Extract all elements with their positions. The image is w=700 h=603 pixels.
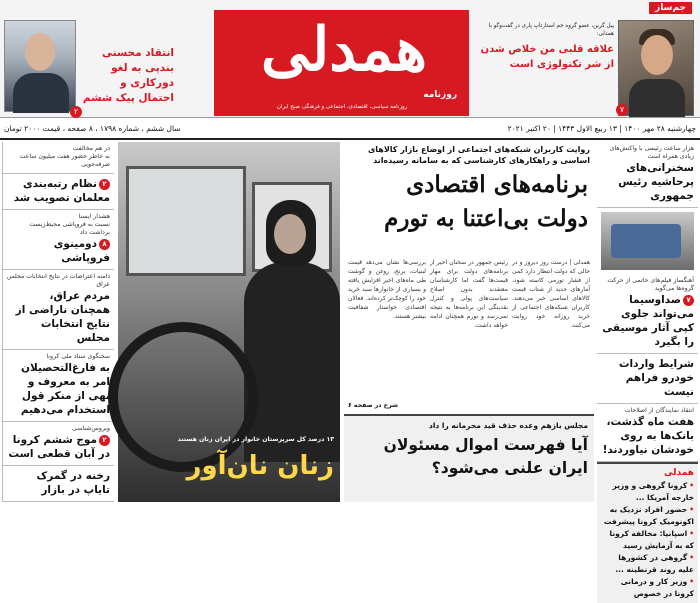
logo-text: همدلی: [260, 15, 428, 85]
news-headline: شرایط واردات خودرو فراهم نیست: [618, 358, 694, 398]
body-column: بررسی‌ها نشان می‌دهد قیمت لبنیات، برنج، روغن و گوشت طی ماه‌های اخیر افزایش یافته و بسیاری از خانوارها سبد خرید خود را کوچک‌تر کرده‌اند. فعالان اقتصادی خواستار شفافیت بیشتر هستند.: [348, 259, 426, 320]
photo-headline: زنان نان‌آور: [186, 451, 334, 481]
news-item[interactable]: [597, 142, 698, 208]
brief-item[interactable]: •وزیر کار و درمانی کرونا در خصوص: [620, 577, 694, 598]
news-kicker: هزار ساعت رئیسی با واکنش‌های زیادی همراه است: [609, 145, 694, 160]
page-number-badge: ۷: [616, 104, 628, 116]
news-item[interactable]: [597, 404, 698, 462]
news-headline: هفت ماه گذشت، بانک‌ها به روی خودشان نیاوردند!: [602, 416, 694, 456]
right-promo-kicker: پیل گرین، عضو گروه جم استارتاپ پاری در گفت‌وگو با همدلی:: [488, 23, 614, 37]
news-headline: موج ششم کرونا در آبان قطعی است: [8, 434, 110, 460]
secondary-kicker: مجلس بازهم وعده حذف قید محرمانه را داد: [428, 421, 588, 430]
news-headline: سخنرانی‌های پرحاشیه رئیس جمهوری: [618, 162, 694, 202]
issue-info: سال ششم ، شماره ۱۷۹۸ ، ۸ صفحه ، قیمت ۲۰۰۰ تومان: [4, 124, 181, 133]
page-number-badge: ۲: [99, 179, 110, 190]
right-news-column: [597, 142, 698, 598]
news-headline: نظام رتبه‌بندی معلمان تصویب شد: [13, 178, 110, 204]
news-kicker: دامنه اعتراضات در نتایج انتخابات مجلس عراق: [7, 273, 110, 288]
news-kicker: در هم مخالفت: [72, 145, 110, 152]
news-headline: مردم عراق، همچنان ناراضی از نتایج انتخابات مجلس: [15, 290, 110, 344]
left-news-column: [2, 142, 114, 502]
left-promo-photo: [4, 20, 76, 112]
secondary-story[interactable]: [344, 414, 594, 502]
main-body: [344, 254, 594, 414]
left-promo-headline: انتقاد محسنی بندپی به لغو دورکاری و احتمال پیک ششم: [82, 47, 174, 104]
page-number-badge: ۸: [99, 239, 110, 250]
logo-tagline: روزنامه سیاسی، اقتصادی، اجتماعی و فرهنگی صبح ایران: [276, 104, 408, 110]
body-column: رئیس جمهور در سخنان اخیر از برنامه‌های دولت برای مهار قیمت‌ها گفت اما کارشناسان معتقدند بدون اصلاح سیاست‌های پولی و کنترل نقدینگی این برنامه‌ها به نتیجه نمی‌رسد و تورم همچنان ادامه خواهد داشت.: [430, 259, 508, 329]
news-item[interactable]: [3, 210, 114, 270]
news-headline: به فارغ‌التحصیلان امر به معروف و نهی از منکر قول استخدام می‌دهیم: [20, 362, 110, 416]
news-kicker: هشدار ایسنا: [78, 213, 110, 220]
main-kicker: روایت کاربران شبکه‌های اجتماعی از اوضاع بازار کالاهای اساسی و راهکارهای کارشناسی که به سامانه رسیده‌اند: [367, 145, 590, 165]
news-kicker: ویروس‌شناسی: [72, 425, 110, 432]
masthead: [0, 0, 700, 118]
lead-photo[interactable]: [118, 142, 340, 502]
news-kicker: آهنگساز فیلم‌های خاتمی از حرکت گروه‌ها می‌گوید: [607, 277, 694, 292]
photo-caption: ۱۳ درصد کل سرپرستان خانوار در ایران زنان هستند: [177, 436, 334, 443]
secondary-headline: آیا فهرست اموال مسئولان ایران علنی می‌شود؟: [383, 436, 588, 477]
bus-photo: [601, 212, 694, 270]
news-item[interactable]: [597, 274, 698, 354]
news-kicker: سخنگوی ستاد ملی کرونا: [46, 353, 110, 360]
news-headline: رخنه در گمرک تایاپ در بازار: [36, 470, 110, 496]
brief-item[interactable]: •اسپانیا: مخالفه کرونا که به آزمایش رسید: [609, 529, 694, 550]
news-kicker: انتقاد نمایندگان از اصلاحات: [624, 407, 694, 414]
news-item[interactable]: [3, 466, 114, 502]
newspaper-logo: [214, 10, 469, 116]
brief-item[interactable]: •گروهی در کشورها علیه روند قرنطینه ...: [615, 553, 694, 574]
page-number-badge: ۷: [683, 295, 694, 306]
right-promo-photo: [618, 20, 694, 116]
page-number-badge: ۲: [70, 106, 82, 118]
news-item[interactable]: [3, 142, 114, 174]
news-item[interactable]: [597, 354, 698, 404]
news-item[interactable]: [3, 270, 114, 350]
news-headline: صداوسیما می‌تواند جلوی کپی آثار موسیقی را بگیرد: [602, 294, 694, 348]
date-bar: [0, 118, 700, 140]
briefs-box: [597, 462, 698, 603]
lead-photo-column: [118, 142, 340, 502]
news-headline: دومینوی فروپاشی: [53, 238, 110, 264]
news-item[interactable]: [3, 174, 114, 210]
brief-item[interactable]: •حضور افراد نزدیک به اکونومیک کرونا پیشرفت: [603, 505, 694, 526]
left-promo[interactable]: [4, 6, 174, 116]
news-item[interactable]: [3, 422, 114, 466]
right-promo-headline: علاقه قلبی من خلاص شدن از شر تکنولوژی است: [480, 44, 614, 70]
right-promo[interactable]: [478, 3, 698, 114]
page-number-badge: ۲: [99, 435, 110, 446]
main-headline[interactable]: برنامه‌های اقتصادی دولت بی‌اعتنا به تورم: [384, 171, 588, 232]
briefs-title: همدلی: [664, 468, 694, 478]
brief-item[interactable]: •کرونا گروهی و وزیر خارجه آمریکا ...: [612, 481, 694, 502]
issue-date: چهارشنبه ۲۸ مهر ۱۴۰۰ | ۱۳ ربیع الاول ۱۴۴۳ | ۲۰ اکتبر ۲۰۲۱: [507, 124, 696, 133]
news-kicker: به خاطر حضور هفت میلیون ساعت صرفه‌جویی: [19, 153, 110, 168]
body-column: همدلی | درست روز دیروز و در حالی که دولت انتظار دارد کمی از فشار تورمی کاسته شود، آمارهای جدید از شتاب قیمت کالاهای اساسی خبر می‌دهند. کاربران شبکه‌های اجتماعی از خرید روزانه خود روایت می‌کنند.: [512, 259, 590, 329]
main-story-column: [344, 142, 594, 502]
news-item[interactable]: [3, 350, 114, 422]
continued-label[interactable]: شرح در صفحه ۶: [348, 402, 399, 409]
logo-subtitle: روزنامه: [423, 90, 457, 100]
section-tag: جم‌ساز: [649, 2, 692, 14]
news-kicker: نسبت به فروپاشی محیط‌زیست برداشت داد: [29, 221, 110, 236]
